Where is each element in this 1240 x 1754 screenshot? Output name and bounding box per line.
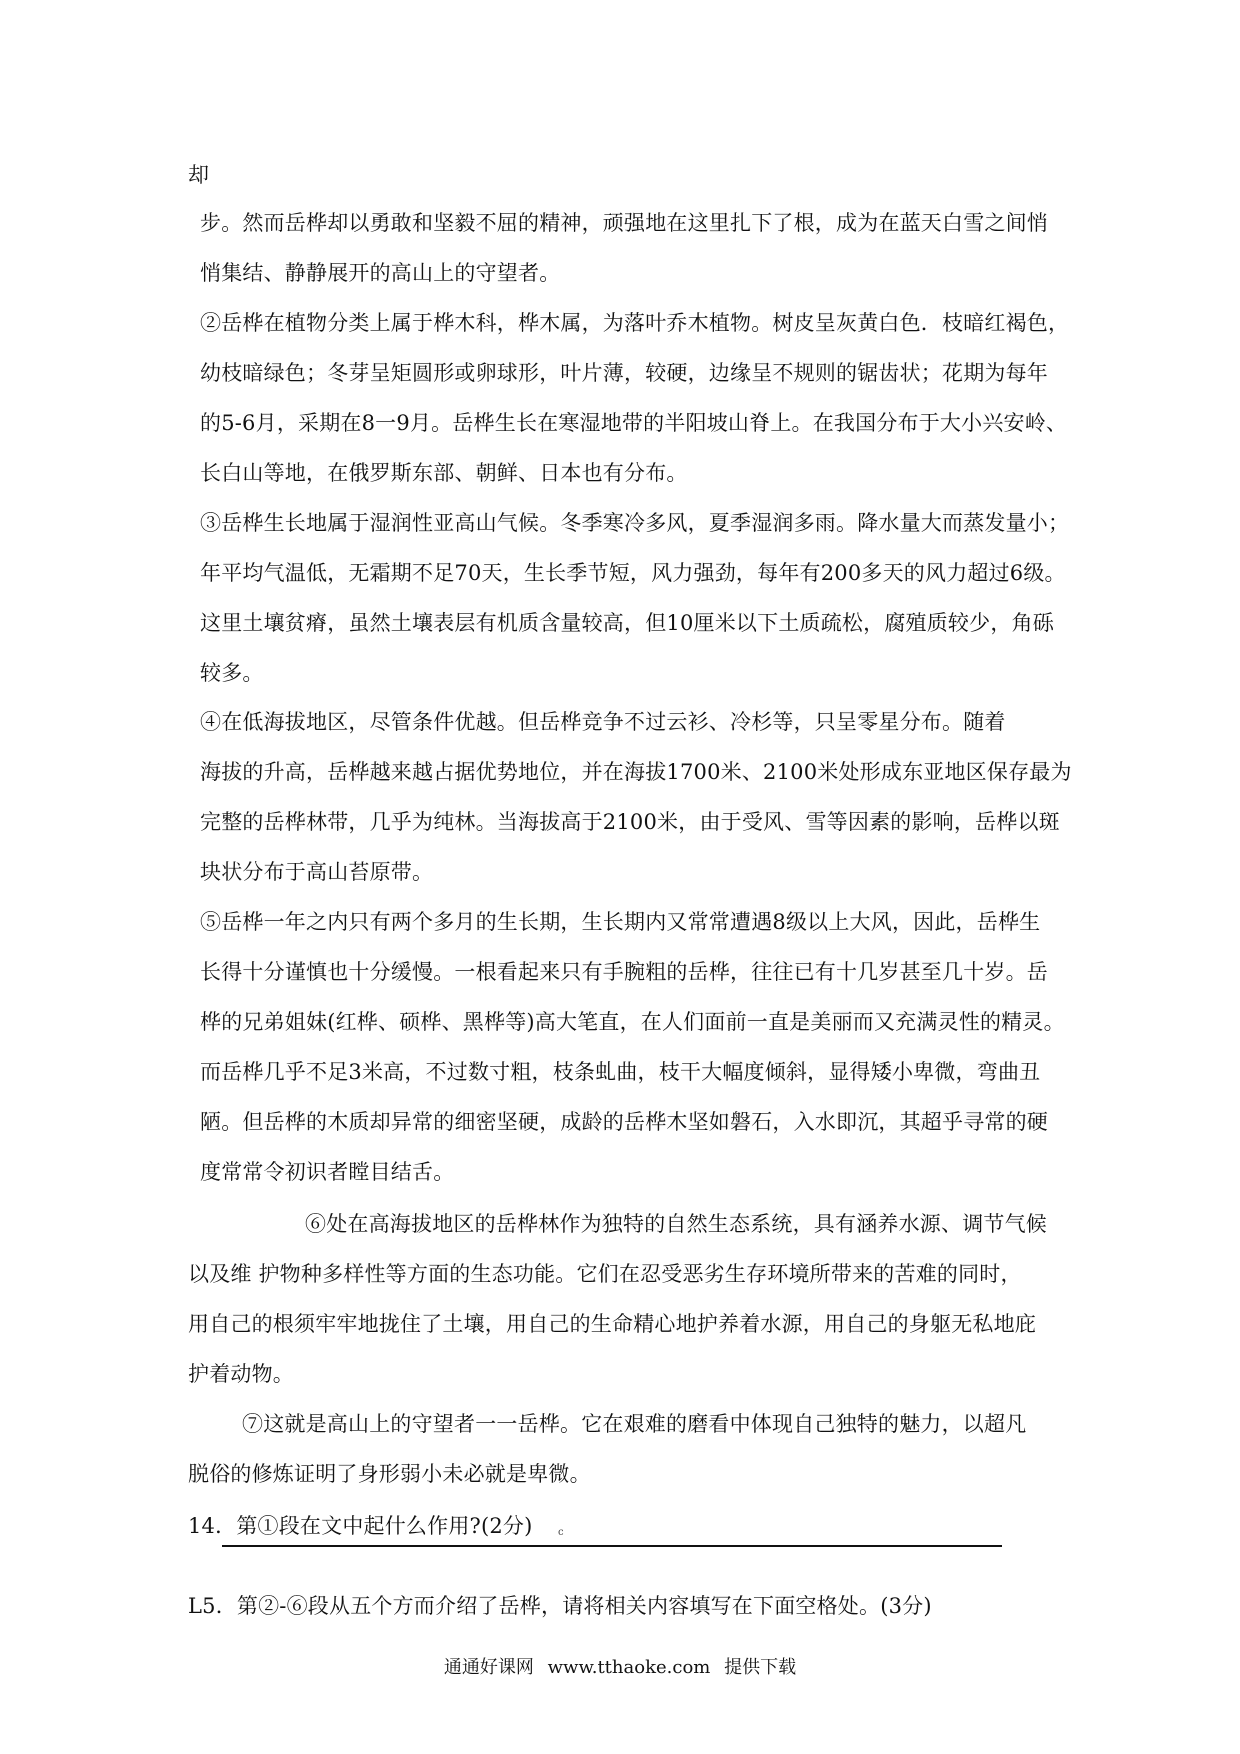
- para7-line: ⑦这就是高山上的守望者一一岳桦。它在艰难的磨看中体现自己独特的魅力，以超凡: [242, 1412, 1027, 1436]
- para3-line: ③岳桦生长地属于湿润性亚高山气候。冬季寒冷多风，夏季湿润多雨。降水量大而蒸发量小；: [200, 511, 1070, 535]
- para5-line: ⑤岳桦一年之内只有两个多月的生长期，生长期内又常常遭遇8级以上大风，因此，岳桦生: [200, 910, 1041, 934]
- para6-line: 用自己的根须牢牢地拢住了土壤，用自己的生命精心地护养着水源，用自己的身躯无私地庇: [188, 1312, 1036, 1336]
- answer-line-mark: c: [558, 1527, 564, 1538]
- para2-line: 幼枝暗绿色；冬芽呈矩圆形或卵球形，叶片薄，较硬，边缘呈不规则的锯齿状；花期为每年: [200, 361, 1048, 385]
- para5-line: 桦的兄弟姐妹(红桦、硕桦、黑桦等)高大笔直，在人们面前一直是美丽而又充满灵性的精灵。: [200, 1010, 1065, 1034]
- footer-site-name: 通通好课网: [443, 1657, 534, 1678]
- para1-line: 却: [188, 163, 210, 187]
- para4-line: 块状分布于高山苔原带。: [200, 860, 434, 884]
- para3-line: 较多。: [200, 661, 264, 685]
- para3-line: 年平均气温低，无霜期不足70天，生长季节短，风力强劲，每年有200多天的风力超过6级。: [200, 561, 1066, 585]
- page-footer: [0, 1656, 1240, 1680]
- para4-line: 完整的岳桦林带，几乎为纯林。当海拔高于2100米，由于受风、雪等因素的影响，岳桦以斑: [200, 810, 1060, 834]
- para7-line: 脱俗的修炼证明了身形弱小未必就是卑微。: [188, 1462, 591, 1486]
- para5-line: 而岳桦几乎不足3米高，不过数寸粗，枝条虬曲，枝干大幅度倾斜，显得矮小卑微，弯曲丑: [200, 1060, 1041, 1084]
- para2-line: 长白山等地，在俄罗斯东部、朝鲜、日本也有分布。: [200, 461, 688, 485]
- para6-line: ⑥处在高海拔地区的岳桦林作为独特的自然生态系统，具有涵养水源、调节气候: [305, 1212, 1047, 1236]
- para1-line: 悄集结、静静展开的高山上的守望者。: [200, 261, 561, 285]
- para5-line: 度常常令初识者瞠目结舌。: [200, 1160, 455, 1184]
- para6-line: 护着动物。: [188, 1362, 294, 1386]
- answer-line[interactable]: [222, 1545, 1002, 1547]
- para4-line: 海拔的升高，岳桦越来越占据优势地位，并在海拔1700米、2100米处形成东亚地区保存最为: [200, 760, 1072, 784]
- para6-line: 以及维 护物种多样性等方面的生态功能。它们在忍受恶劣生存环境所带来的苦难的同时，: [188, 1262, 1022, 1286]
- para3-line: 这里土壤贫瘠，虽然土壤表层有机质含量较高，但10厘米以下土质疏松，腐殖质较少，角砾: [200, 611, 1054, 635]
- para2-line: 的5-6月，采期在8一9月。岳桦生长在寒湿地带的半阳坡山脊上。在我国分布于大小兴安岭、: [200, 411, 1068, 435]
- para5-line: 长得十分谨慎也十分缓慢。一根看起来只有手腕粗的岳桦，往往已有十几岁甚至几十岁。岳: [200, 960, 1048, 984]
- para4-line: ④在低海拔地区，尽管条件优越。但岳桦竞争不过云衫、冷杉等，只呈零星分布。随着: [200, 710, 1006, 734]
- para1-line: 步。然而岳桦却以勇敢和坚毅不屈的精神，顽强地在这里扎下了根，成为在蓝天白雪之间悄: [200, 211, 1048, 235]
- footer-url[interactable]: www.tthaoke.com: [547, 1657, 711, 1678]
- question-15: L5．第②-⑥段从五个方而介绍了岳桦，请将相关内容填写在下面空格处。(3分): [188, 1594, 932, 1618]
- question-14: 14．第①段在文中起什么作用?(2分): [188, 1514, 533, 1538]
- footer-action: 提供下载: [724, 1657, 797, 1678]
- para2-line: ②岳桦在植物分类上属于桦木科，桦木属，为落叶乔木植物。树皮呈灰黄白色．枝暗红褐色，: [200, 311, 1070, 335]
- para5-line: 陋。但岳桦的木质却异常的细密坚硬，成龄的岳桦木坚如磐石，入水即沉，其超乎寻常的硬: [200, 1110, 1048, 1134]
